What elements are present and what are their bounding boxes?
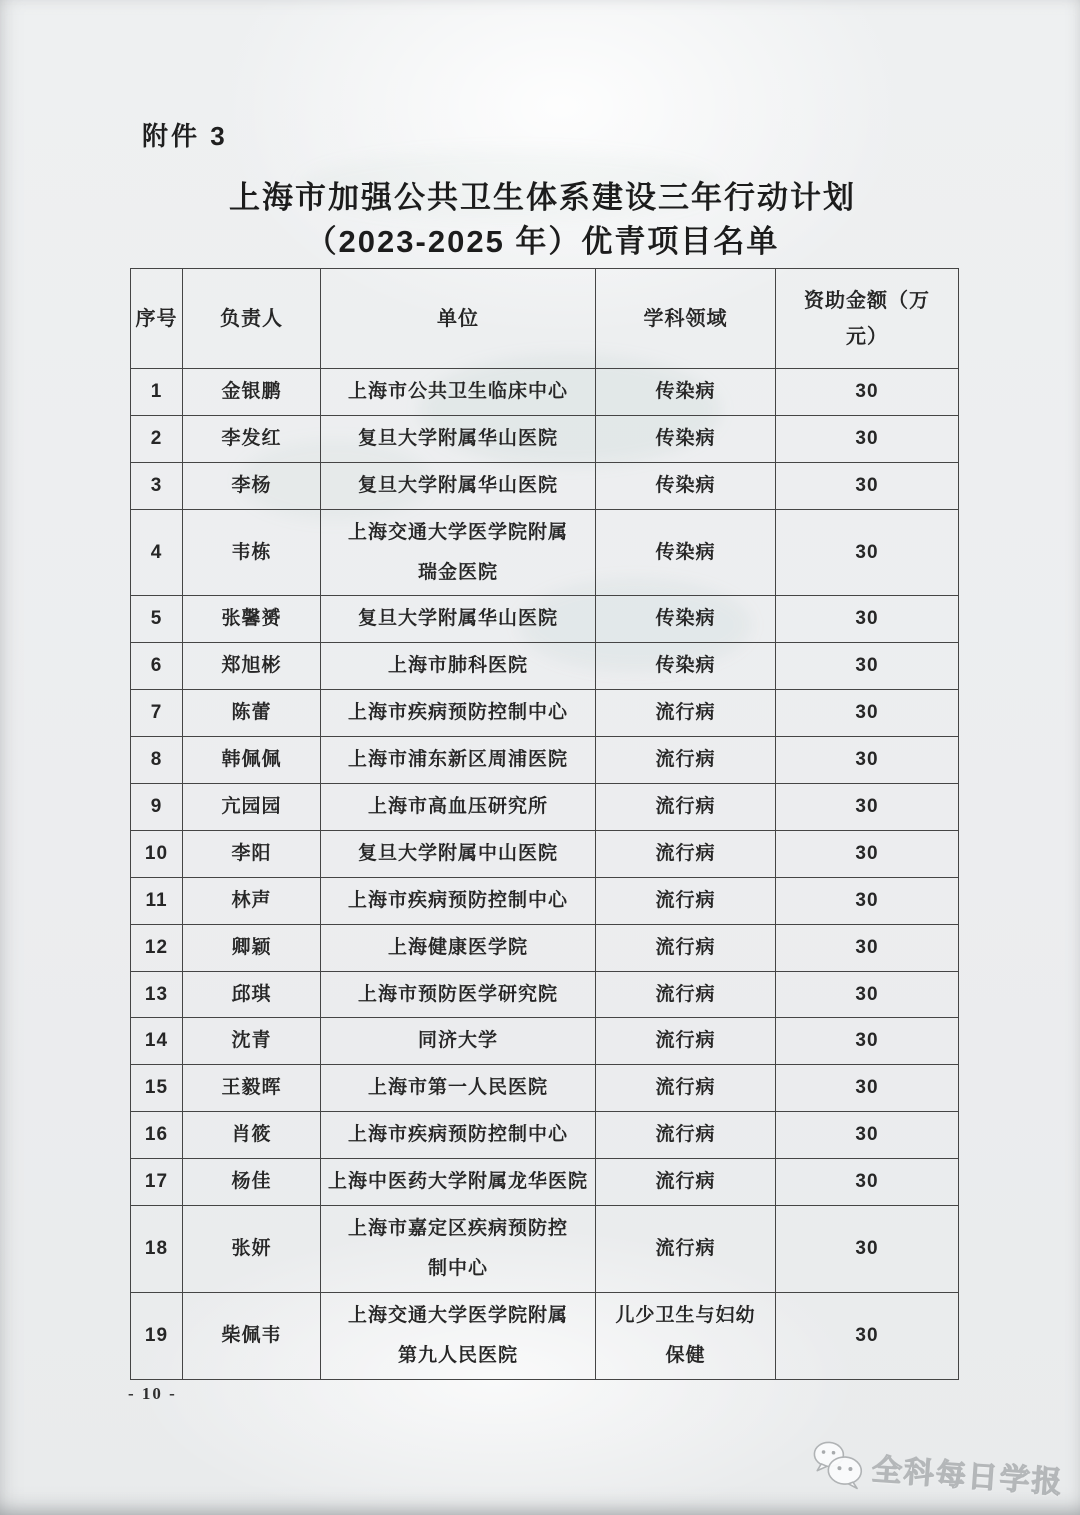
cell-name: 林声	[183, 877, 321, 924]
table-row	[131, 830, 959, 877]
table-row	[131, 1292, 959, 1379]
cell-field: 流行病	[596, 877, 776, 924]
cell-name: 沈青	[183, 1018, 321, 1065]
cell-amount: 30	[776, 1018, 959, 1065]
cell-no: 16	[131, 1112, 183, 1159]
cell-no: 10	[131, 830, 183, 877]
table-row	[131, 924, 959, 971]
header-amount: 资助金额（万 元）	[776, 269, 959, 369]
cell-unit: 上海市嘉定区疾病预防控 制中心	[321, 1206, 596, 1293]
cell-amount: 30	[776, 1065, 959, 1112]
table-row	[131, 1018, 959, 1065]
table-row	[131, 1206, 959, 1293]
cell-amount: 30	[776, 1206, 959, 1293]
table-row	[131, 462, 959, 509]
cell-no: 14	[131, 1018, 183, 1065]
cell-unit: 上海市公共卫生临床中心	[321, 369, 596, 416]
cell-name: 李阳	[183, 830, 321, 877]
watermark-text: 全科每日学报	[870, 1453, 1065, 1500]
cell-name: 韦栋	[183, 509, 321, 596]
header-field: 学科领域	[596, 269, 776, 369]
cell-name: 韩佩佩	[183, 737, 321, 784]
cell-field: 流行病	[596, 1018, 776, 1065]
table-row	[131, 369, 959, 416]
cell-field: 传染病	[596, 509, 776, 596]
cell-field: 传染病	[596, 643, 776, 690]
cell-name: 李杨	[183, 462, 321, 509]
cell-name: 王毅晖	[183, 1065, 321, 1112]
title-line-2: （2023-2025 年）优青项目名单	[305, 224, 780, 260]
cell-no: 9	[131, 784, 183, 831]
cell-field: 传染病	[596, 462, 776, 509]
header-name: 负责人	[183, 269, 321, 369]
cell-no: 17	[131, 1159, 183, 1206]
cell-field: 流行病	[596, 690, 776, 737]
cell-no: 4	[131, 509, 183, 596]
table-row	[131, 1065, 959, 1112]
cell-name: 李发红	[183, 415, 321, 462]
cell-unit: 上海市疾病预防控制中心	[321, 1112, 596, 1159]
wechat-icon	[809, 1438, 868, 1490]
cell-unit: 上海健康医学院	[321, 924, 596, 971]
cell-name: 张妍	[183, 1206, 321, 1293]
cell-name: 张馨赟	[183, 596, 321, 643]
cell-no: 6	[131, 643, 183, 690]
cell-no: 1	[131, 369, 183, 416]
cell-unit: 上海中医药大学附属龙华医院	[321, 1159, 596, 1206]
table-row	[131, 690, 959, 737]
cell-name: 柴佩韦	[183, 1292, 321, 1379]
cell-name: 郑旭彬	[183, 643, 321, 690]
cell-amount: 30	[776, 509, 959, 596]
table-row	[131, 877, 959, 924]
cell-no: 8	[131, 737, 183, 784]
cell-amount: 30	[776, 737, 959, 784]
cell-amount: 30	[776, 1112, 959, 1159]
cell-no: 5	[131, 596, 183, 643]
cell-field: 流行病	[596, 830, 776, 877]
cell-unit: 复旦大学附属华山医院	[321, 596, 596, 643]
cell-field: 传染病	[596, 415, 776, 462]
cell-name: 肖筱	[183, 1112, 321, 1159]
table-row	[131, 415, 959, 462]
cell-field: 流行病	[596, 971, 776, 1018]
watermark	[809, 1438, 1066, 1504]
table-row	[131, 596, 959, 643]
cell-field: 传染病	[596, 369, 776, 416]
cell-unit: 复旦大学附属华山医院	[321, 462, 596, 509]
cell-amount: 30	[776, 596, 959, 643]
cell-no: 15	[131, 1065, 183, 1112]
cell-unit: 同济大学	[321, 1018, 596, 1065]
table-row	[131, 737, 959, 784]
cell-amount: 30	[776, 971, 959, 1018]
cell-no: 13	[131, 971, 183, 1018]
document-title	[120, 176, 965, 264]
cell-field: 传染病	[596, 596, 776, 643]
cell-field: 流行病	[596, 1112, 776, 1159]
cell-name: 卿颖	[183, 924, 321, 971]
cell-name: 杨佳	[183, 1159, 321, 1206]
cell-unit: 上海交通大学医学院附属 第九人民医院	[321, 1292, 596, 1379]
cell-field: 流行病	[596, 1206, 776, 1293]
table-row	[131, 1159, 959, 1206]
cell-amount: 30	[776, 415, 959, 462]
table-row	[131, 643, 959, 690]
project-table	[130, 268, 959, 1380]
cell-unit: 上海市第一人民医院	[321, 1065, 596, 1112]
cell-field: 儿少卫生与妇幼 保健	[596, 1292, 776, 1379]
table-row	[131, 784, 959, 831]
cell-no: 12	[131, 924, 183, 971]
cell-unit: 上海市浦东新区周浦医院	[321, 737, 596, 784]
page-number: - 10 -	[128, 1384, 177, 1403]
cell-amount: 30	[776, 830, 959, 877]
cell-no: 3	[131, 462, 183, 509]
cell-amount: 30	[776, 643, 959, 690]
cell-no: 7	[131, 690, 183, 737]
cell-no: 19	[131, 1292, 183, 1379]
cell-field: 流行病	[596, 784, 776, 831]
header-no: 序号	[131, 269, 183, 369]
cell-name: 陈蕾	[183, 690, 321, 737]
cell-name: 亢园园	[183, 784, 321, 831]
cell-amount: 30	[776, 1292, 959, 1379]
cell-unit: 上海市肺科医院	[321, 643, 596, 690]
cell-unit: 复旦大学附属中山医院	[321, 830, 596, 877]
cell-no: 2	[131, 415, 183, 462]
attachment-label: 附件 3	[142, 121, 228, 151]
cell-amount: 30	[776, 690, 959, 737]
header-unit: 单位	[321, 269, 596, 369]
cell-no: 11	[131, 877, 183, 924]
cell-field: 流行病	[596, 924, 776, 971]
table-row	[131, 509, 959, 596]
cell-field: 流行病	[596, 1159, 776, 1206]
cell-field: 流行病	[596, 1065, 776, 1112]
cell-amount: 30	[776, 462, 959, 509]
cell-no: 18	[131, 1206, 183, 1293]
cell-unit: 复旦大学附属华山医院	[321, 415, 596, 462]
cell-name: 金银鹏	[183, 369, 321, 416]
cell-amount: 30	[776, 784, 959, 831]
table-row	[131, 971, 959, 1018]
cell-amount: 30	[776, 369, 959, 416]
title-line-1: 上海市加强公共卫生体系建设三年行动计划	[229, 180, 856, 215]
table-row	[131, 1112, 959, 1159]
cell-unit: 上海市疾病预防控制中心	[321, 877, 596, 924]
cell-unit: 上海交通大学医学院附属 瑞金医院	[321, 509, 596, 596]
table-header-row	[131, 269, 959, 369]
cell-amount: 30	[776, 877, 959, 924]
cell-amount: 30	[776, 924, 959, 971]
cell-amount: 30	[776, 1159, 959, 1206]
cell-unit: 上海市预防医学研究院	[321, 971, 596, 1018]
cell-unit: 上海市高血压研究所	[321, 784, 596, 831]
cell-field: 流行病	[596, 737, 776, 784]
cell-name: 邱琪	[183, 971, 321, 1018]
cell-unit: 上海市疾病预防控制中心	[321, 690, 596, 737]
